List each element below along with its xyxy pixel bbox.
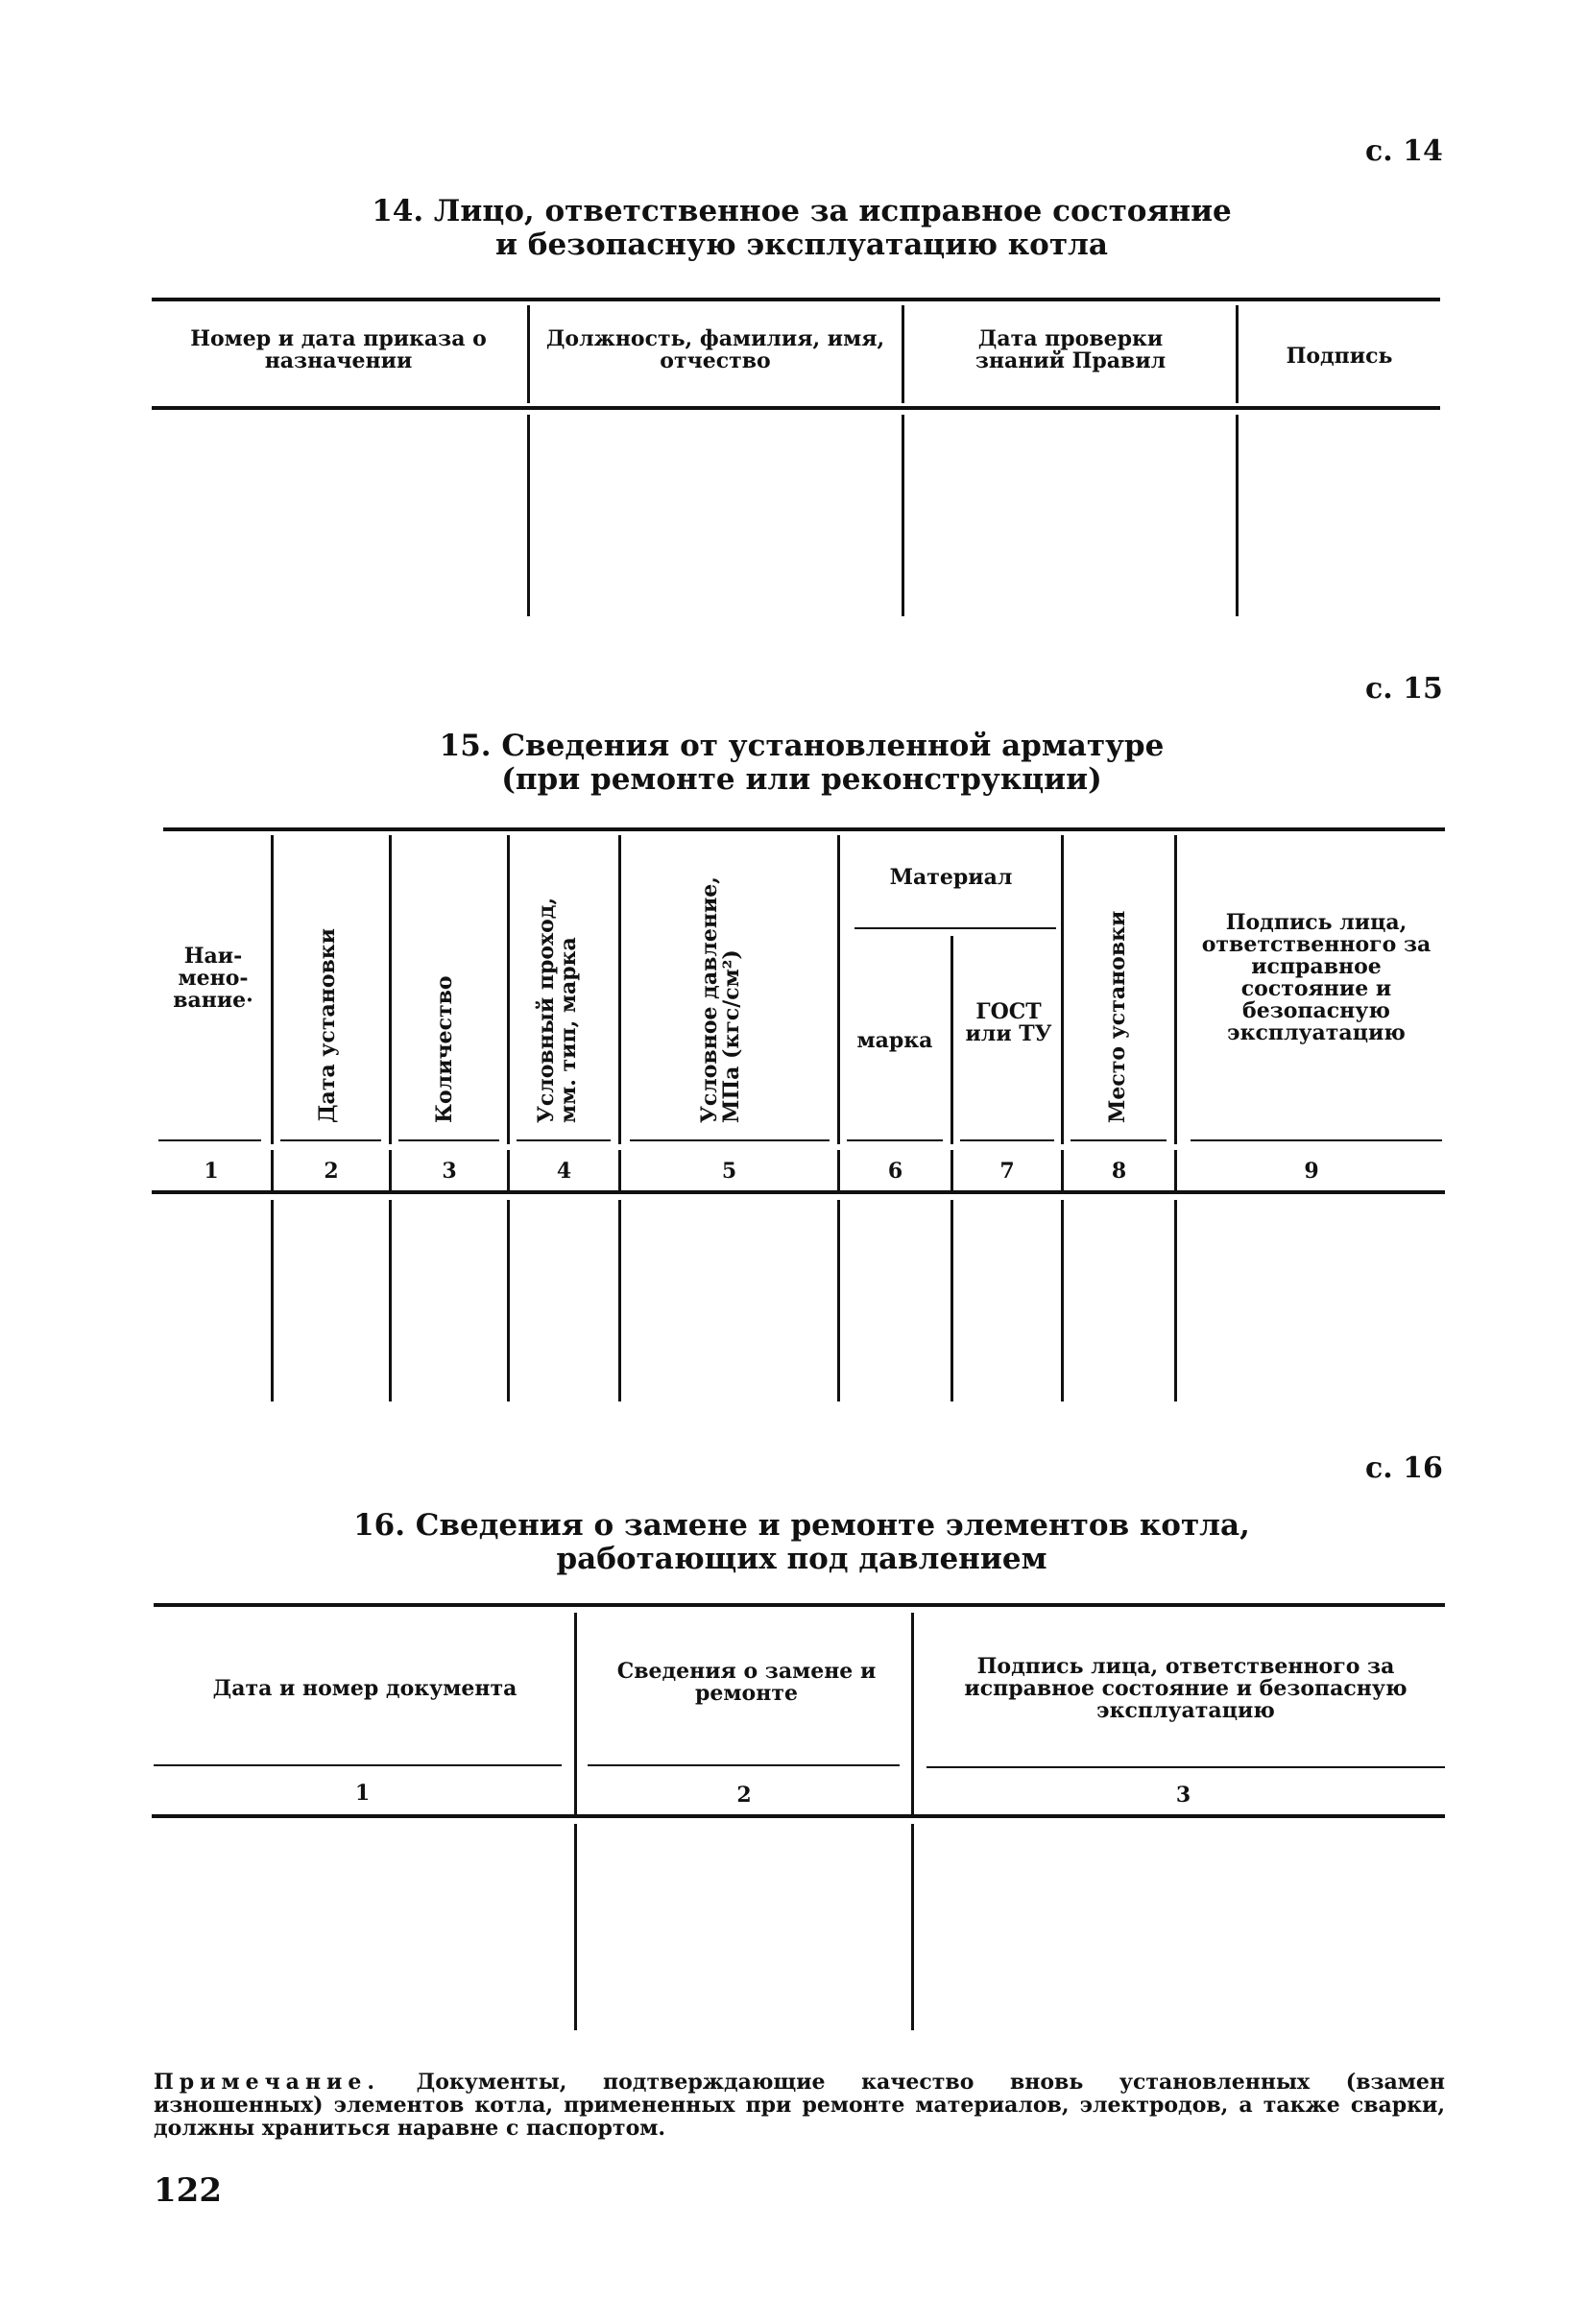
header-rule	[1071, 1139, 1167, 1141]
column-header-signature: Подпись	[1286, 344, 1393, 369]
column-header-exam-date: Дата проверки знаний Правил	[974, 326, 1167, 374]
column-divider	[1061, 835, 1064, 1144]
section-15-title	[240, 730, 1363, 796]
header-rule	[280, 1139, 381, 1141]
section-14-title-line2: и безопасную эксплуатацию котла	[494, 227, 1108, 262]
header-rule	[517, 1139, 611, 1141]
column-header-location: Место установки	[1105, 910, 1130, 1123]
column-header-gost: ГОСТ или ТУ	[965, 999, 1052, 1047]
page-ref-15: с. 15	[1365, 672, 1443, 706]
column-header-material: Материал	[889, 865, 1013, 890]
column-number: 1	[204, 1159, 219, 1184]
page-number: 122	[154, 2171, 222, 2210]
column-header-bore-line2: мм. тип, марка	[556, 937, 582, 1123]
footnote-label: Примечание.	[154, 2070, 381, 2095]
column-divider	[618, 1200, 621, 1402]
column-divider	[1236, 305, 1239, 403]
column-header-pressure	[699, 876, 743, 1123]
column-header-bore-line1: Условный проход,	[534, 897, 559, 1123]
column-divider	[618, 835, 621, 1144]
column-number: 3	[442, 1159, 457, 1184]
column-header-bore	[536, 898, 580, 1123]
table-rule	[154, 1603, 1445, 1607]
column-number: 1	[354, 1781, 371, 1806]
header-rule	[158, 1139, 261, 1141]
column-divider	[837, 835, 840, 1144]
column-number: 7	[999, 1159, 1015, 1184]
footnote	[154, 2071, 1445, 2141]
table-rule	[163, 827, 1445, 831]
column-header-responsible-signature: Подпись лица, ответственного за исправное состояние и безопасную эксплуатацию	[964, 1654, 1408, 1724]
header-rule	[154, 1764, 562, 1766]
column-header-quantity: Количество	[432, 975, 457, 1123]
column-divider	[837, 1200, 840, 1402]
column-header-document: Дата и номер документа	[212, 1676, 517, 1701]
column-number: 4	[556, 1159, 572, 1184]
table-rule	[152, 1190, 1445, 1194]
material-subrule	[854, 927, 1056, 929]
section-16-title-line2: работающих под давлением	[556, 1541, 1047, 1576]
table-rule	[152, 406, 1440, 410]
column-header-grade: марка	[856, 1028, 933, 1053]
column-number: 8	[1111, 1159, 1127, 1184]
column-divider	[950, 1200, 953, 1402]
page-ref-14: с. 14	[1365, 134, 1443, 168]
column-divider	[1174, 835, 1177, 1144]
section-15-title-line1: 15. Сведения от установленной арматуре	[439, 729, 1165, 763]
column-divider	[271, 1200, 274, 1402]
column-divider	[911, 1824, 914, 2030]
column-divider	[1174, 1200, 1177, 1402]
column-number: 5	[721, 1159, 737, 1184]
section-14-title	[240, 195, 1363, 261]
column-divider	[574, 1613, 577, 1814]
column-number: 6	[887, 1159, 903, 1184]
column-header-replacement: Сведения о замене и ремонте	[616, 1659, 877, 1707]
section-16-title	[240, 1509, 1363, 1575]
column-divider	[507, 1200, 510, 1402]
column-divider	[574, 1824, 577, 2030]
column-divider	[271, 835, 274, 1144]
column-number: 3	[1175, 1783, 1191, 1808]
column-divider	[527, 305, 530, 403]
header-rule	[588, 1764, 900, 1766]
header-rule	[960, 1139, 1054, 1141]
column-divider	[1236, 415, 1239, 616]
column-header-install-date: Дата установки	[315, 928, 340, 1123]
column-number: 2	[324, 1159, 339, 1184]
column-divider	[389, 1200, 392, 1402]
column-header-responsible-signature: Подпись лица, ответственного за исправное состояние и безопасную эксплуатацию	[1201, 910, 1432, 1046]
section-16-title-line1: 16. Сведения о замене и ремонте элементов котла,	[353, 1508, 1250, 1543]
column-divider	[389, 835, 392, 1144]
header-rule	[630, 1139, 830, 1141]
column-divider	[911, 1613, 914, 1814]
column-divider	[902, 305, 904, 403]
column-header-position: Должность, фамилия, имя, отчество	[545, 326, 885, 374]
column-divider	[1061, 1200, 1064, 1402]
header-rule	[926, 1766, 1445, 1768]
header-rule	[1191, 1139, 1442, 1141]
section-15-title-line2: (при ремонте или реконструкции)	[501, 761, 1102, 797]
table-rule	[152, 1814, 1445, 1818]
column-header-order: Номер и дата приказа о назначении	[190, 326, 487, 374]
column-divider	[507, 835, 510, 1144]
column-number: 2	[736, 1783, 752, 1808]
header-rule	[847, 1139, 943, 1141]
column-header-name: Наи- мено- вание·	[173, 944, 253, 1014]
page-ref-16: с. 16	[1365, 1451, 1443, 1485]
header-rule	[398, 1139, 499, 1141]
footnote-text: Документы, подтверждающие качество вновь установленных (взамен изношенных) элементов котла, примененных при ремонте материалов, электродов, а также сварки, должны храниться наравне с паспортом.	[154, 2070, 1445, 2142]
section-14-title-line1: 14. Лицо, ответственное за исправное состояние	[372, 194, 1232, 228]
column-divider	[527, 415, 530, 616]
column-header-pressure-line2: МПа (кгс/см²)	[719, 949, 745, 1123]
column-number: 9	[1304, 1159, 1319, 1184]
table-rule	[152, 298, 1440, 301]
column-divider	[950, 936, 953, 1144]
column-divider	[902, 415, 904, 616]
column-header-pressure-line1: Условное давление,	[697, 876, 722, 1123]
